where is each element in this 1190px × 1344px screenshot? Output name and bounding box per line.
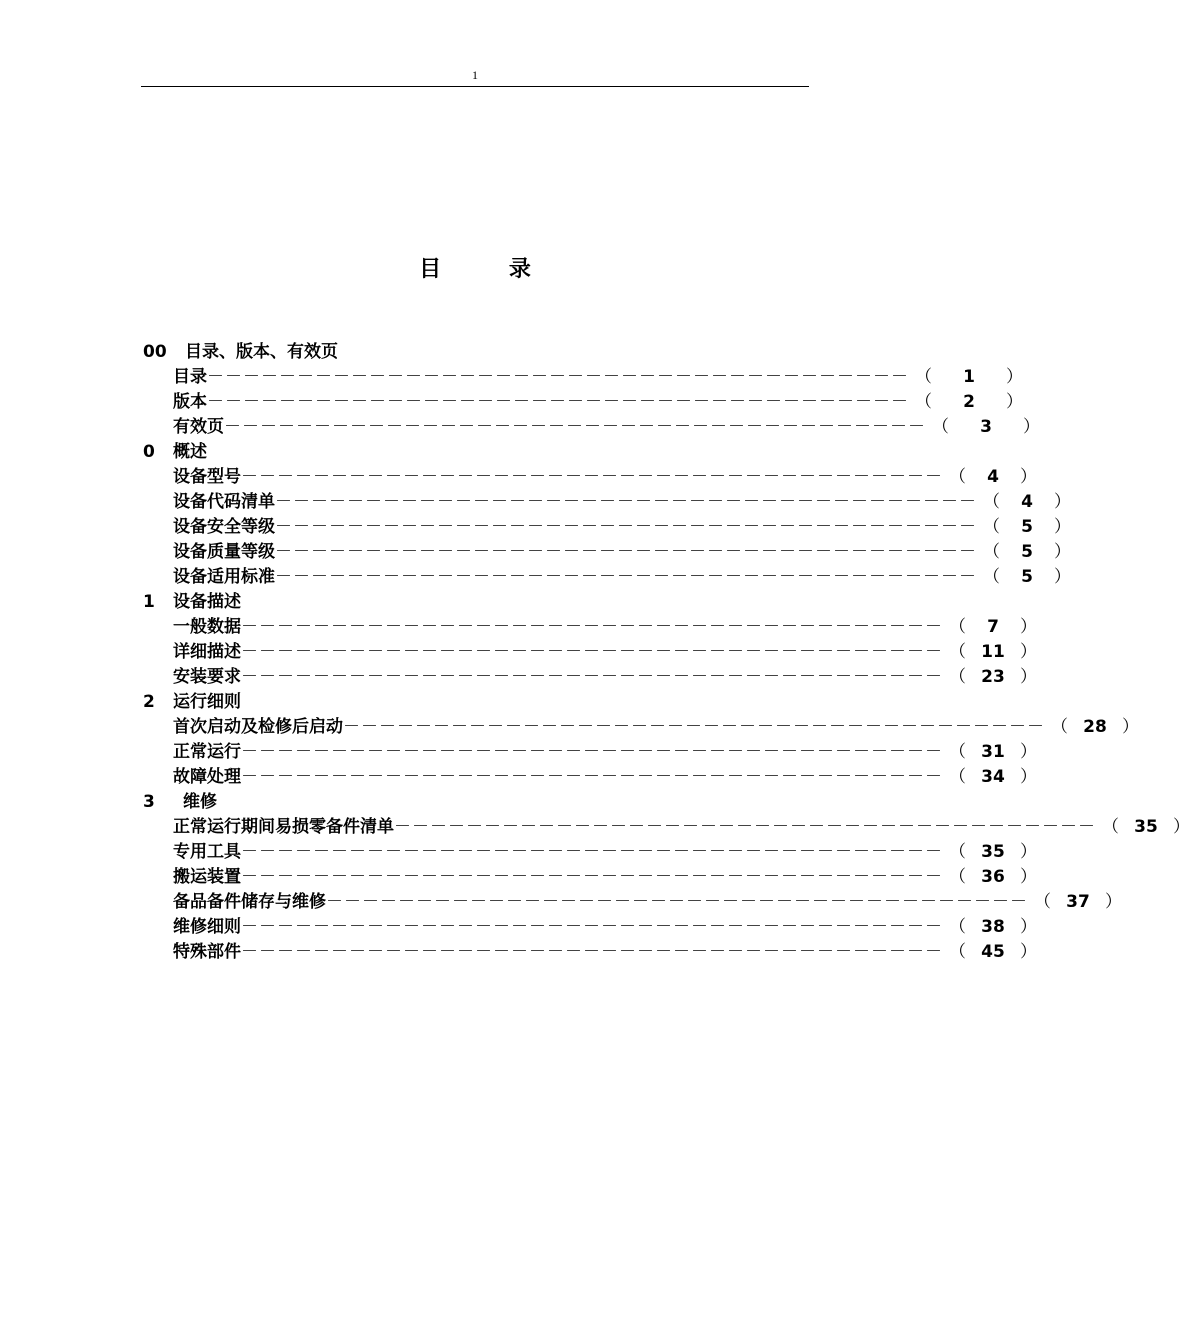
toc-entry[interactable] (143, 665, 1037, 690)
entry-page: （ 35 ） (1096, 815, 1190, 840)
toc-entry[interactable] (143, 815, 1190, 840)
leader-dashes: －－－－－－－－－－－－－－－－－－－－－－－－－－－－－－－－－－－－－－－ (275, 567, 977, 587)
page-number: 3 (980, 417, 992, 437)
page-number: 5 (1021, 567, 1033, 587)
entry-label: 首次启动及检修后启动 (173, 717, 343, 737)
toc-entry[interactable] (143, 890, 1122, 915)
entry-page: （ 36 ） (943, 865, 1037, 890)
leader-dashes: －－－－－－－－－－－－－－－－－－－－－－－－－－－－－－－－－－－－－－－ (241, 667, 943, 687)
page-number: 4 (987, 467, 999, 487)
toc-entry[interactable] (143, 465, 1037, 490)
entry-page: （ 4 ） (943, 465, 1037, 490)
page-number: 5 (1021, 542, 1033, 562)
entry-page: （ 2 ） (909, 390, 1023, 415)
page-number: 35 (981, 842, 1005, 862)
toc-entry[interactable] (143, 640, 1037, 665)
entry-page: （ 31 ） (943, 740, 1037, 765)
leader-dashes: －－－－－－－－－－－－－－－－－－－－－－－－－－－－－－－－－－－－－－－ (241, 767, 943, 787)
page-number: 4 (1021, 492, 1033, 512)
toc-entry[interactable] (143, 615, 1037, 640)
toc-entry[interactable] (143, 540, 1071, 565)
leader-dashes: －－－－－－－－－－－－－－－－－－－－－－－－－－－－－－－－－－－－－－－ (343, 717, 1045, 737)
entry-label: 正常运行 (173, 742, 241, 762)
entry-page: （ 34 ） (943, 765, 1037, 790)
section-label: 目录、版本、有效页 (185, 342, 338, 362)
toc-entry[interactable] (143, 915, 1037, 940)
page-number: 2 (963, 392, 975, 412)
leader-dashes: －－－－－－－－－－－－－－－－－－－－－－－－－－－－－－－－－－－－－－－ (241, 867, 943, 887)
entry-page: （ 45 ） (943, 940, 1037, 965)
leader-dashes: －－－－－－－－－－－－－－－－－－－－－－－－－－－－－－－－－－－－－－－ (275, 492, 977, 512)
entry-label: 目录 (173, 367, 207, 387)
leader-dashes: －－－－－－－－－－－－－－－－－－－－－－－－－－－－－－－－－－－－－－－ (241, 942, 943, 962)
page-number: 5 (1021, 517, 1033, 537)
toc-section-1 (143, 590, 803, 615)
toc-entry[interactable] (143, 940, 1037, 965)
entry-label: 版本 (173, 392, 207, 412)
toc-entry[interactable] (143, 565, 1071, 590)
toc-entry[interactable] (143, 715, 1139, 740)
leader-dashes: －－－－－－－－－－－－－－－－－－－－－－－－－－－－－－－－－－－－－－－ (326, 892, 1028, 912)
entry-label: 维修细则 (173, 917, 241, 937)
entry-label: 正常运行期间易损零备件清单 (173, 817, 394, 837)
entry-label: 有效页 (173, 417, 224, 437)
entry-label: 安装要求 (173, 667, 241, 687)
section-label: 概述 (173, 442, 207, 462)
header-rule (141, 86, 809, 87)
leader-dashes: －－－－－－－－－－－－－－－－－－－－－－－－－－－－－－－－－－－－－－－ (241, 742, 943, 762)
page-number: 36 (981, 867, 1005, 887)
entry-page: （ 7 ） (943, 615, 1037, 640)
entry-page: （ 5 ） (977, 565, 1071, 590)
leader-dashes: －－－－－－－－－－－－－－－－－－－－－－－－－－－－－－－－－－－－－－－ (207, 392, 909, 412)
entry-label: 设备质量等级 (173, 542, 275, 562)
leader-dashes: －－－－－－－－－－－－－－－－－－－－－－－－－－－－－－－－－－－－－－－ (275, 517, 977, 537)
section-number: 2 (143, 692, 155, 712)
toc-entry[interactable] (143, 390, 1023, 415)
entry-page: （ 1 ） (909, 365, 1023, 390)
leader-dashes: －－－－－－－－－－－－－－－－－－－－－－－－－－－－－－－－－－－－－－－ (241, 642, 943, 662)
toc-entry[interactable] (143, 740, 1037, 765)
entry-label: 备品备件储存与维修 (173, 892, 326, 912)
leader-dashes: －－－－－－－－－－－－－－－－－－－－－－－－－－－－－－－－－－－－－－－ (275, 542, 977, 562)
entry-label: 搬运装置 (173, 867, 241, 887)
toc-section-00 (143, 340, 803, 365)
entry-page: （ 23 ） (943, 665, 1037, 690)
leader-dashes: －－－－－－－－－－－－－－－－－－－－－－－－－－－－－－－－－－－－－－－ (241, 917, 943, 937)
entry-page: （ 3 ） (926, 415, 1040, 440)
toc-entry[interactable] (143, 840, 1037, 865)
entry-label: 设备适用标准 (173, 567, 275, 587)
page-number: 38 (981, 917, 1005, 937)
page-number: 37 (1066, 892, 1090, 912)
toc-section-3 (143, 790, 803, 815)
entry-page: （ 37 ） (1028, 890, 1122, 915)
toc-section-2 (143, 690, 803, 715)
entry-label: 专用工具 (173, 842, 241, 862)
leader-dashes: －－－－－－－－－－－－－－－－－－－－－－－－－－－－－－－－－－－－－－－ (207, 367, 909, 387)
section-label: 设备描述 (173, 592, 241, 612)
entry-label: 特殊部件 (173, 942, 241, 962)
entry-page: （ 4 ） (977, 490, 1071, 515)
toc-entry[interactable] (143, 765, 1037, 790)
header-page-number: 1 (472, 68, 478, 82)
page-number: 28 (1083, 717, 1107, 737)
entry-page: （ 38 ） (943, 915, 1037, 940)
leader-dashes: －－－－－－－－－－－－－－－－－－－－－－－－－－－－－－－－－－－－－－－ (241, 842, 943, 862)
leader-dashes: －－－－－－－－－－－－－－－－－－－－－－－－－－－－－－－－－－－－－－－ (224, 417, 926, 437)
entry-label: 一般数据 (173, 617, 241, 637)
entry-page: （ 5 ） (977, 515, 1071, 540)
section-number: 1 (143, 592, 155, 612)
section-label: 维修 (183, 792, 217, 812)
page-number: 35 (1134, 817, 1158, 837)
section-label: 运行细则 (173, 692, 241, 712)
entry-page: （ 35 ） (943, 840, 1037, 865)
toc-entry[interactable] (143, 365, 1023, 390)
entry-label: 设备安全等级 (173, 517, 275, 537)
leader-dashes: －－－－－－－－－－－－－－－－－－－－－－－－－－－－－－－－－－－－－－－ (241, 467, 943, 487)
toc-entry[interactable] (143, 415, 1040, 440)
page-number: 7 (987, 617, 999, 637)
page-number: 1 (963, 367, 975, 387)
entry-label: 设备型号 (173, 467, 241, 487)
section-number: 0 (143, 442, 155, 462)
entry-page: （ 11 ） (943, 640, 1037, 665)
section-number: 3 (143, 792, 155, 812)
table-of-contents (143, 340, 1190, 965)
page-title (0, 252, 950, 283)
page-number: 45 (981, 942, 1005, 962)
leader-dashes: －－－－－－－－－－－－－－－－－－－－－－－－－－－－－－－－－－－－－－－ (241, 617, 943, 637)
toc-entry[interactable] (143, 865, 1037, 890)
page-number: 31 (981, 742, 1005, 762)
toc-entry[interactable] (143, 490, 1071, 515)
entry-label: 详细描述 (173, 642, 241, 662)
entry-label: 故障处理 (173, 767, 241, 787)
title-char-1: 目 (419, 257, 442, 282)
page-number: 23 (981, 667, 1005, 687)
title-char-2: 录 (508, 257, 531, 282)
toc-section-0 (143, 440, 803, 465)
page-number: 34 (981, 767, 1005, 787)
entry-page: （ 5 ） (977, 540, 1071, 565)
page-number: 11 (981, 642, 1005, 662)
entry-label: 设备代码清单 (173, 492, 275, 512)
entry-page: （ 28 ） (1045, 715, 1139, 740)
leader-dashes: －－－－－－－－－－－－－－－－－－－－－－－－－－－－－－－－－－－－－－－ (394, 817, 1096, 837)
section-number: 00 (143, 342, 167, 362)
toc-entry[interactable] (143, 515, 1071, 540)
